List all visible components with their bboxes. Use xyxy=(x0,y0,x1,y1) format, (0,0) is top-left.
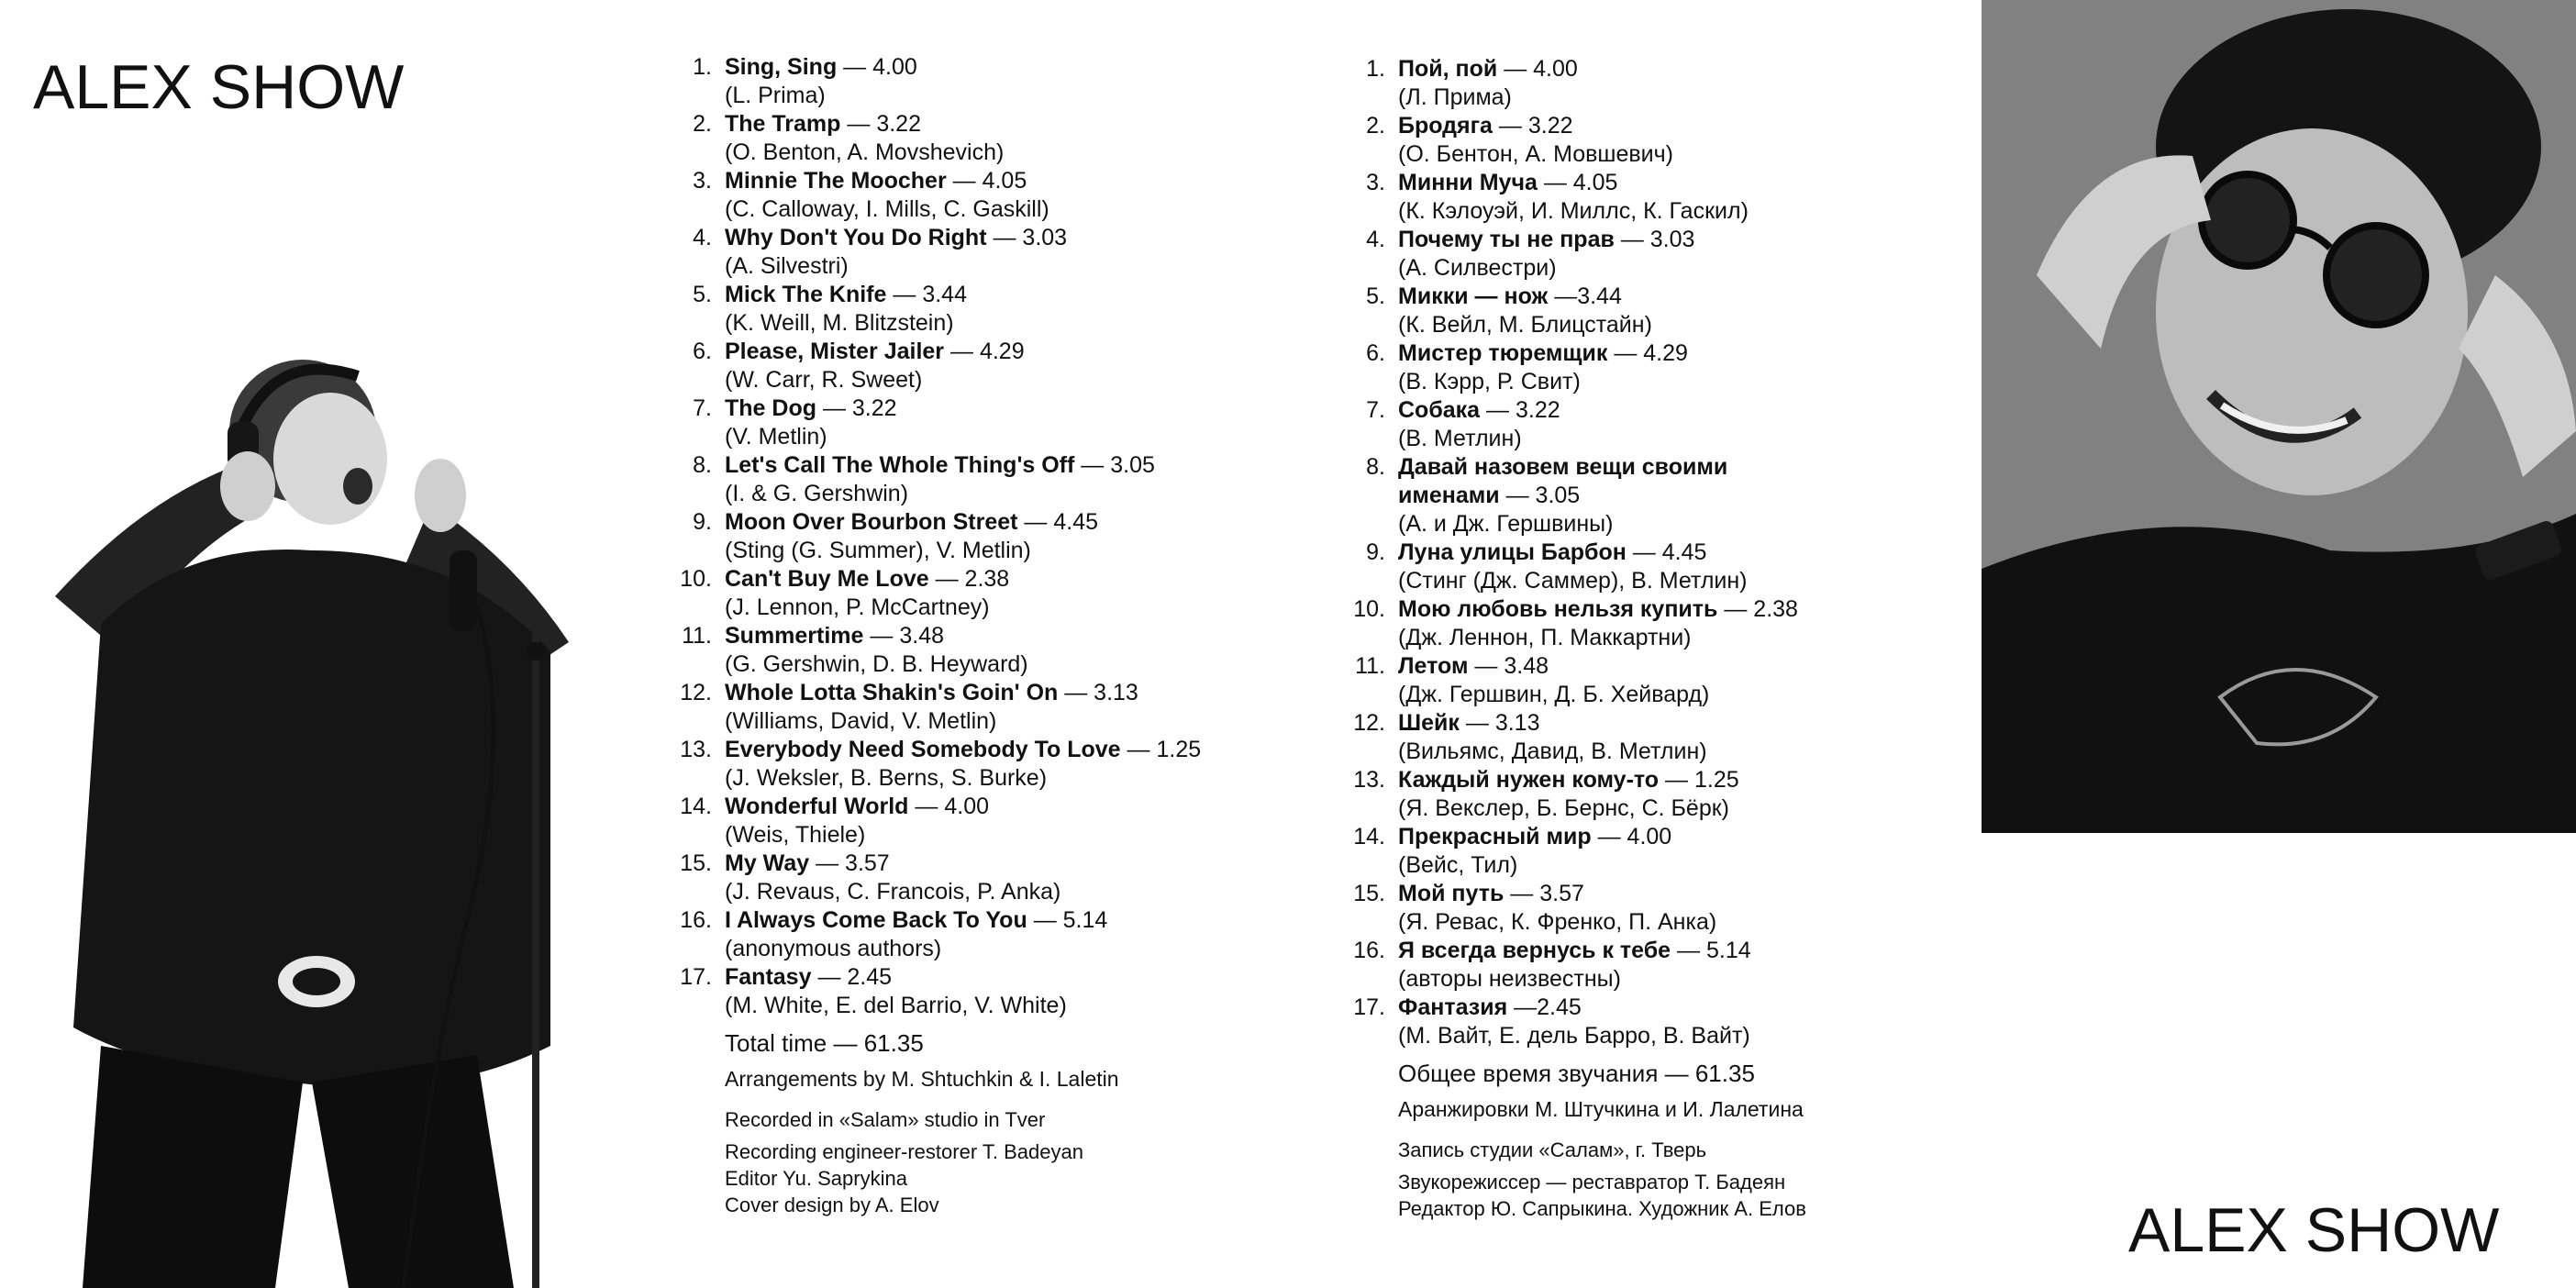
singer-photo xyxy=(0,349,605,1288)
credits-english xyxy=(653,1026,1222,1218)
track-authors: (J. Lennon, P. McCartney) xyxy=(725,594,990,620)
track-title: Собака xyxy=(1398,397,1481,423)
track-duration: — 3.57 xyxy=(816,850,890,876)
track-authors: (Я. Векслер, Б. Бернс, С. Бёрк) xyxy=(1398,795,1729,821)
track-authors: (М. Вайт, Е. дель Барро, В. Вайт) xyxy=(1398,1023,1750,1049)
track-title: Sing, Sing xyxy=(725,54,838,80)
track-title: Мой путь xyxy=(1398,881,1505,906)
track-number: 5. xyxy=(1366,283,1385,309)
track-number: 11. xyxy=(1355,653,1385,679)
track-title: Почему ты не прав xyxy=(1398,227,1615,252)
track-authors: (V. Metlin) xyxy=(725,424,827,450)
track-authors: (О. Бентон, А. Мовшевич) xyxy=(1398,141,1673,167)
track-title: Я всегда вернусь к тебе xyxy=(1398,938,1671,963)
total-time: Общее время звучания — 61.35 xyxy=(1398,1060,1755,1087)
track-authors: (Л. Прима) xyxy=(1398,84,1512,110)
track-item xyxy=(653,110,1222,167)
track-duration: — 3.13 xyxy=(1064,680,1138,705)
track-duration: —2.45 xyxy=(1514,994,1582,1020)
track-duration: — 1.25 xyxy=(1127,737,1202,762)
track-authors: (К. Кэлоуэй, И. Миллс, К. Гаскил) xyxy=(1398,198,1749,224)
track-item xyxy=(1327,880,1914,937)
track-number: 1. xyxy=(1366,56,1385,82)
track-number: 4. xyxy=(1366,227,1385,252)
track-duration: — 3.57 xyxy=(1510,881,1584,906)
track-duration: — 4.00 xyxy=(843,54,917,80)
track-authors: (К. Вейл, М. Блицстайн) xyxy=(1398,312,1652,338)
track-number: 5. xyxy=(693,282,712,307)
track-duration: — 3.22 xyxy=(847,111,921,137)
track-title: Wonderful World xyxy=(725,794,909,819)
track-item xyxy=(653,906,1222,963)
track-duration: — 5.14 xyxy=(1033,907,1108,933)
track-item xyxy=(653,963,1222,1020)
track-item xyxy=(1327,283,1914,339)
track-item xyxy=(653,451,1222,508)
track-number: 9. xyxy=(693,509,712,535)
track-duration: — 3.05 xyxy=(1081,452,1155,478)
track-item xyxy=(1327,937,1914,994)
track-number: 6. xyxy=(693,339,712,364)
arrangements-credit: Arrangements by M. Shtuchkin & I. Laletin xyxy=(725,1067,1119,1091)
track-title: Каждый нужен кому-то xyxy=(1398,767,1660,793)
track-title: Летом xyxy=(1398,653,1469,679)
track-authors: (А. и Дж. Гершвины) xyxy=(1398,511,1614,537)
track-item xyxy=(653,167,1222,224)
track-duration: — 3.05 xyxy=(1505,483,1581,508)
track-title: Why Don't You Do Right xyxy=(725,225,987,250)
track-duration: — 3.03 xyxy=(1620,227,1695,252)
track-number: 6. xyxy=(1366,340,1385,366)
track-duration: — 4.45 xyxy=(1632,539,1707,565)
track-number: 9. xyxy=(1366,539,1385,565)
singer-illustration xyxy=(0,349,605,1288)
track-item xyxy=(1327,709,1914,766)
track-title: Шейк xyxy=(1398,710,1460,736)
track-number: 3. xyxy=(693,168,712,194)
track-duration: — 3.22 xyxy=(1498,113,1573,139)
track-item xyxy=(1327,539,1914,595)
track-authors: (L. Prima) xyxy=(725,83,826,108)
track-number: 15. xyxy=(1353,881,1385,906)
track-title: Let's Call The Whole Thing's Off xyxy=(725,452,1075,478)
track-number: 13. xyxy=(1353,767,1385,793)
track-duration: — 3.48 xyxy=(1474,653,1549,679)
track-duration: — 3.48 xyxy=(870,623,945,649)
track-item xyxy=(653,53,1222,110)
track-title: The Tramp xyxy=(725,111,841,137)
engineer-credit: Звукорежиссер — реставратор Т. Бадеян xyxy=(1398,1171,1786,1194)
track-number: 11. xyxy=(682,623,712,649)
track-authors: (I. & G. Gershwin) xyxy=(725,481,909,506)
track-title: Minnie The Moocher xyxy=(725,168,947,194)
track-number: 10. xyxy=(680,566,712,592)
track-authors: (авторы неизвестны) xyxy=(1398,966,1621,992)
track-item xyxy=(653,281,1222,338)
track-number: 14. xyxy=(680,794,712,819)
track-duration: — 4.00 xyxy=(1504,56,1578,82)
track-title: Moon Over Bourbon Street xyxy=(725,509,1018,535)
track-number: 12. xyxy=(680,680,712,705)
track-title: My Way xyxy=(725,850,810,876)
track-duration: — 1.25 xyxy=(1665,767,1739,793)
track-authors: (W. Carr, R. Sweet) xyxy=(725,367,923,393)
track-duration: — 4.45 xyxy=(1024,509,1099,535)
track-number: 2. xyxy=(1366,113,1385,139)
editor-cover-credit: Редактор Ю. Сапрыкина. Художник А. Елов xyxy=(1398,1197,1806,1220)
track-item xyxy=(1327,396,1914,453)
tracklist-english xyxy=(653,53,1222,1218)
track-item xyxy=(1327,55,1914,112)
recording-studio-credit: Запись студии «Салам», г. Тверь xyxy=(1398,1138,1707,1161)
track-number: 15. xyxy=(680,850,712,876)
track-number: 7. xyxy=(1366,397,1385,423)
track-authors: (G. Gershwin, D. B. Heyward) xyxy=(725,651,1028,677)
track-title: Fantasy xyxy=(725,964,812,990)
track-number: 7. xyxy=(693,395,712,421)
track-number: 10. xyxy=(1353,596,1385,622)
track-title: Пой, пой xyxy=(1398,56,1498,82)
track-duration: — 3.13 xyxy=(1465,710,1540,736)
track-authors: (В. Кэрр, Р. Свит) xyxy=(1398,369,1581,394)
track-duration: —3.44 xyxy=(1554,283,1622,309)
track-number: 8. xyxy=(1366,454,1385,480)
track-title: I Always Come Back To You xyxy=(725,907,1027,933)
track-authors: (Вильямс, Давид, В. Метлин) xyxy=(1398,738,1707,764)
track-number: 16. xyxy=(680,907,712,933)
track-number: 1. xyxy=(693,54,712,80)
track-authors: (Williams, David, V. Metlin) xyxy=(725,708,997,734)
track-authors: (Дж. Леннон, П. Маккартни) xyxy=(1398,625,1692,650)
track-item xyxy=(653,565,1222,622)
track-item xyxy=(1327,994,1914,1050)
track-item xyxy=(1327,453,1783,539)
track-authors: (Weis, Thiele) xyxy=(725,822,866,848)
track-title: The Dog xyxy=(725,395,816,421)
cover-design-credit: Cover design by A. Elov xyxy=(725,1194,939,1216)
track-number: 16. xyxy=(1353,938,1385,963)
track-duration: — 3.03 xyxy=(993,225,1068,250)
engineer-credit: Recording engineer-restorer T. Badeyan xyxy=(725,1140,1083,1163)
track-authors: (C. Calloway, I. Mills, C. Gaskill) xyxy=(725,196,1049,222)
track-duration: — 4.05 xyxy=(1543,170,1618,195)
track-authors: (Я. Ревас, К. Френко, П. Анка) xyxy=(1398,909,1717,935)
track-item xyxy=(653,338,1222,394)
track-duration: — 3.44 xyxy=(893,282,967,307)
track-number: 14. xyxy=(1353,824,1385,849)
tracklist-russian xyxy=(1327,55,1914,1222)
track-duration: — 5.14 xyxy=(1677,938,1751,963)
track-authors: (В. Метлин) xyxy=(1398,426,1522,451)
track-authors: (M. White, E. del Barrio, V. White) xyxy=(725,993,1067,1018)
track-authors: (O. Benton, A. Movshevich) xyxy=(725,139,1005,165)
track-duration: — 4.00 xyxy=(915,794,990,819)
track-item xyxy=(653,622,1222,679)
track-title: Луна улицы Барбон xyxy=(1398,539,1627,565)
track-duration: — 4.29 xyxy=(1614,340,1688,366)
track-duration: — 4.05 xyxy=(952,168,1027,194)
track-item xyxy=(653,849,1222,906)
track-authors: (Sting (G. Summer), V. Metlin) xyxy=(725,538,1031,563)
credits-russian xyxy=(1327,1056,1914,1222)
track-number: 13. xyxy=(680,737,712,762)
track-authors: (J. Revaus, C. Francois, P. Anka) xyxy=(725,879,1061,905)
track-item xyxy=(1327,226,1914,283)
track-title: Mick The Knife xyxy=(725,282,887,307)
track-item xyxy=(1327,169,1914,226)
track-item xyxy=(1327,339,1914,396)
track-authors: (K. Weill, M. Blitzstein) xyxy=(725,310,954,336)
track-item xyxy=(1327,595,1914,652)
track-item xyxy=(1327,652,1914,709)
track-title: Бродяга xyxy=(1398,113,1493,139)
track-title: Can't Buy Me Love xyxy=(725,566,929,592)
track-authors: (J. Weksler, B. Berns, S. Burke) xyxy=(725,765,1048,791)
track-title: Минни Муча xyxy=(1398,170,1538,195)
track-duration: — 2.45 xyxy=(817,964,893,990)
track-duration: — 3.22 xyxy=(822,395,897,421)
track-title: Давай назовем вещи своими именами xyxy=(1398,454,1728,508)
track-item xyxy=(653,679,1222,736)
track-title: Мою любовь нельзя купить xyxy=(1398,596,1718,622)
portrait-illustration xyxy=(1982,0,2576,833)
total-time: Total time — 61.35 xyxy=(725,1029,924,1057)
track-number: 8. xyxy=(693,452,712,478)
track-number: 12. xyxy=(1353,710,1385,736)
track-title: Прекрасный мир xyxy=(1398,824,1592,849)
track-title: Summertime xyxy=(725,623,864,649)
album-title-right: ALEX SHOW xyxy=(2128,1195,2500,1265)
track-number: 17. xyxy=(1353,994,1385,1020)
track-authors: (А. Силвестри) xyxy=(1398,255,1557,281)
album-title-left: ALEX SHOW xyxy=(33,52,405,122)
track-number: 2. xyxy=(693,111,712,137)
track-duration: — 3.22 xyxy=(1486,397,1560,423)
track-item xyxy=(1327,112,1914,169)
editor-credit: Editor Yu. Saprykina xyxy=(725,1167,907,1190)
track-number: 4. xyxy=(693,225,712,250)
track-title: Whole Lotta Shakin's Goin' On xyxy=(725,680,1059,705)
track-number: 3. xyxy=(1366,170,1385,195)
track-authors: (Вейс, Тил) xyxy=(1398,852,1518,878)
track-item xyxy=(1327,766,1914,823)
track-item xyxy=(653,394,1222,451)
track-title: Please, Mister Jailer xyxy=(725,339,945,364)
track-item xyxy=(1327,823,1914,880)
track-item xyxy=(653,793,1222,849)
track-duration: — 2.38 xyxy=(1724,596,1798,622)
track-title: Мистер тюремщик xyxy=(1398,340,1608,366)
track-authors: (Дж. Гершвин, Д. Б. Хейвард) xyxy=(1398,682,1710,707)
track-authors: (A. Silvestri) xyxy=(725,253,849,279)
track-authors: (Стинг (Дж. Саммер), В. Метлин) xyxy=(1398,568,1748,594)
track-number: 17. xyxy=(680,964,712,990)
track-title: Микки — нож xyxy=(1398,283,1549,309)
track-duration: — 4.00 xyxy=(1597,824,1672,849)
portrait-photo xyxy=(1982,0,2576,833)
track-item xyxy=(653,224,1222,281)
track-authors: (anonymous authors) xyxy=(725,936,942,961)
arrangements-credit: Аранжировки М. Штучкина и И. Лалетина xyxy=(1398,1097,1804,1121)
track-title: Фантазия xyxy=(1398,994,1508,1020)
track-item xyxy=(653,736,1222,793)
track-duration: — 2.38 xyxy=(935,566,1010,592)
recording-studio-credit: Recorded in «Salam» studio in Tver xyxy=(725,1108,1046,1131)
track-item xyxy=(653,508,1222,565)
track-title: Everybody Need Somebody To Love xyxy=(725,737,1121,762)
track-duration: — 4.29 xyxy=(950,339,1025,364)
